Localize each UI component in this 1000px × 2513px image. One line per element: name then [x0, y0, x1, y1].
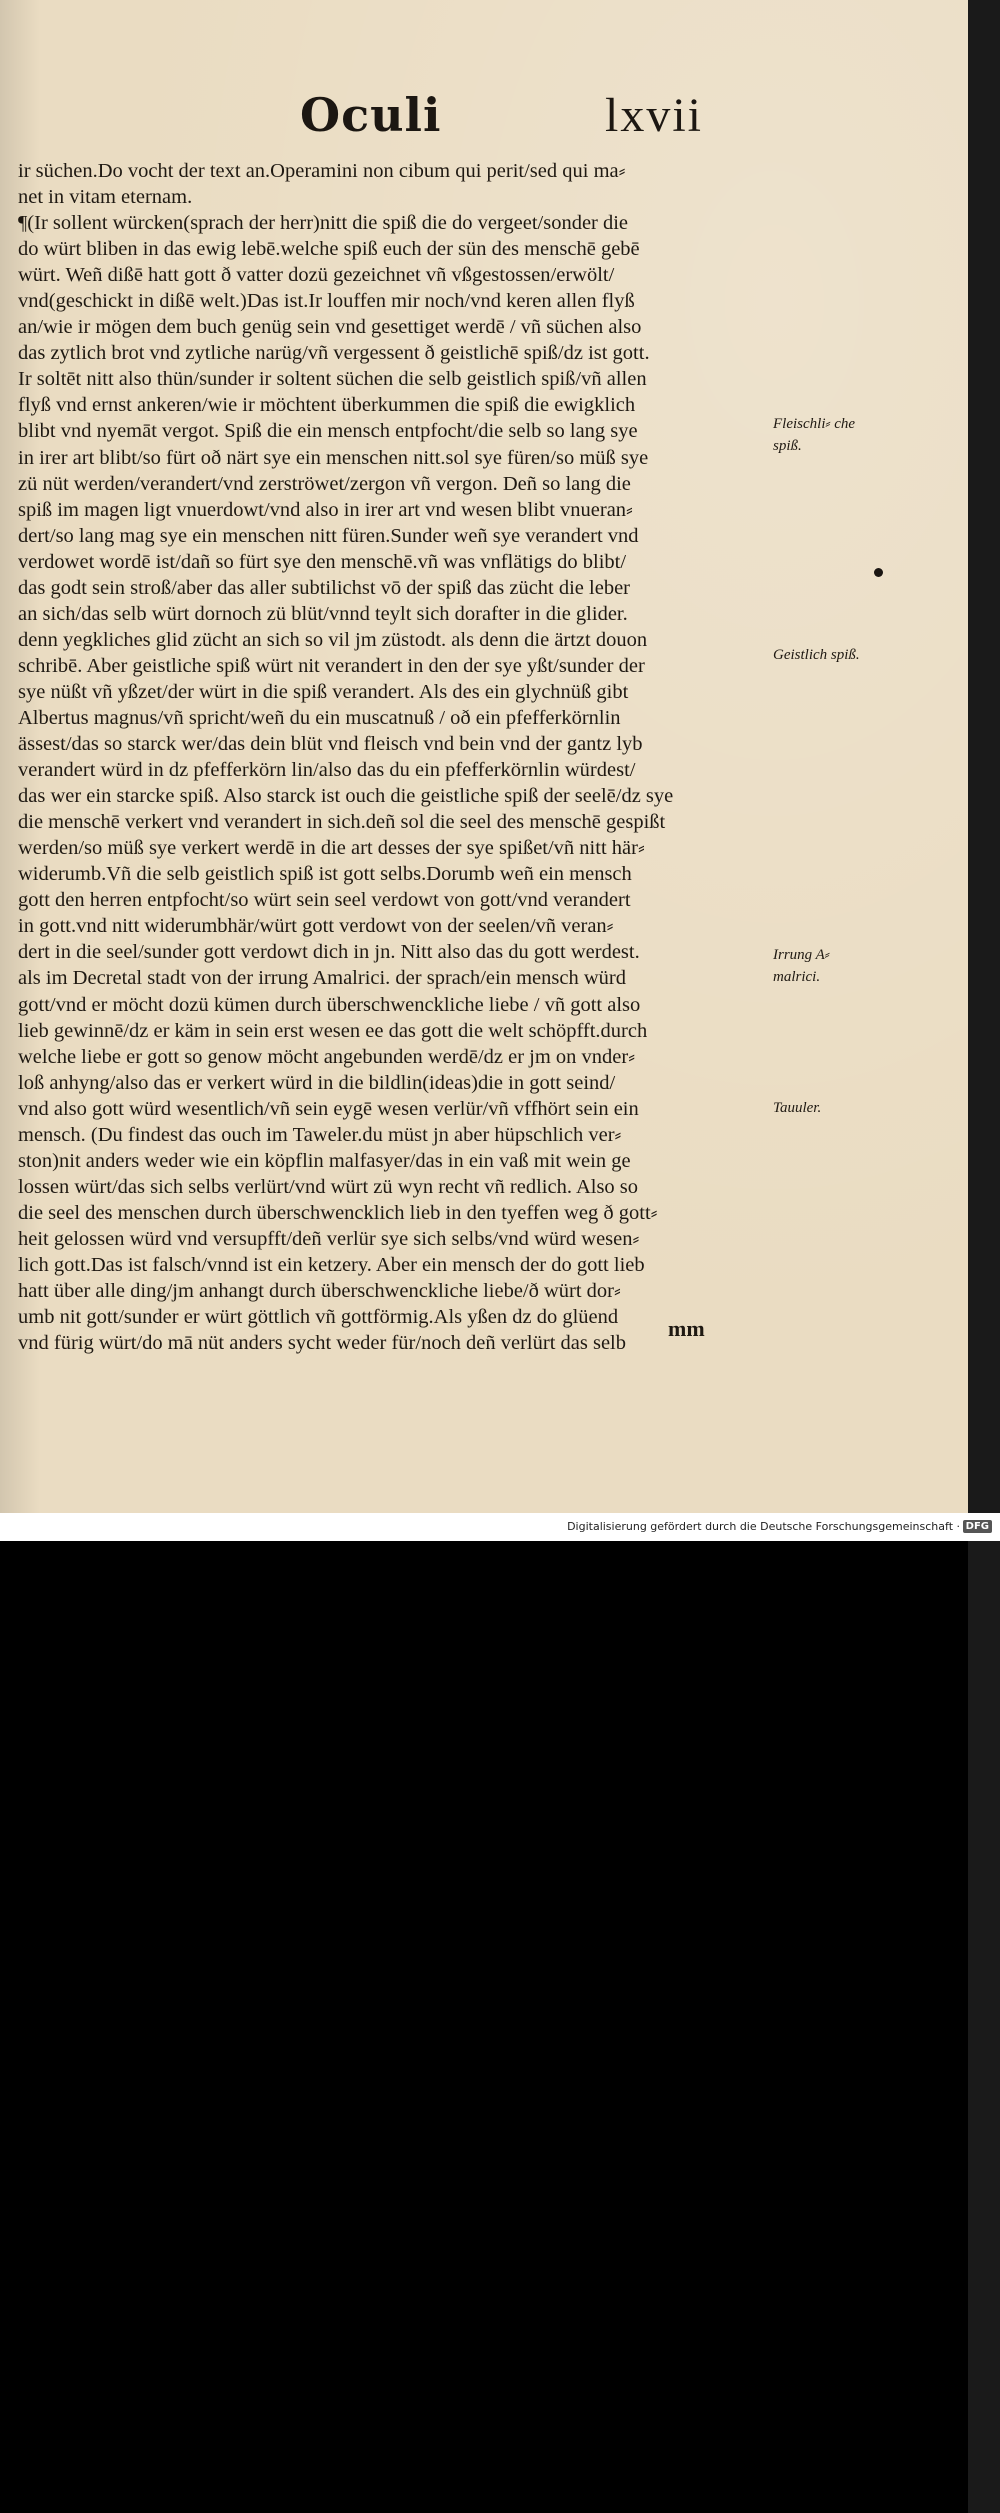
text-line: mensch. (Du findest das ouch im Taweler.du müst jn aber hüpschlich ver⸗ [18, 1123, 622, 1146]
text-line: gott den herren entpfocht/so würt sein seel verdowt von gott/vnd verandert [18, 889, 631, 912]
text-line: Ir soltēt nitt also thün/sunder ir soltent süchen die selb geistlich spiß/vñ allen [18, 368, 647, 391]
funding-credit: Digitalisierung gefördert durch die Deutsche Forschungsgemeinschaft · [567, 1520, 960, 1533]
catchword: mm [668, 1316, 705, 1341]
footer-bar [0, 1513, 1000, 1541]
margin-note-fleischliche-spiss: Fleischli⸗ che spiß. [773, 416, 856, 454]
text-line: blibt vnd nyemāt vergot. Spiß die ein mensch entpfocht/die selb so lang sye [18, 420, 638, 443]
folio-number: lxvii [605, 89, 704, 142]
text-line: die menschē verkert vnd verandert in sich.deñ sol die seel des menschē gespißt [18, 811, 666, 834]
text-line: werden/so müß sye verkert werdē in die art desses der sye spißet/vñ nitt här⸗ [18, 837, 645, 860]
text-line: sye nüßt vñ yßzet/der würt in die spiß verandert. Als des ein glychnüß gibt [18, 680, 629, 703]
text-line: das zytlich brot vnd zytliche narüg/vñ vergessent ð geistlichē spiß/dz ist gott. [18, 342, 650, 365]
text-line: vnd also gott würd wesentlich/vñ sein eygē wesen verlür/vñ vffhört sein ein [18, 1097, 639, 1120]
text-line: als im Decretal stadt von der irrung Amalrici. der sprach/ein mensch würd [18, 967, 626, 990]
text-line: lossen würt/das sich selbs verlürt/vnd würt zü wyn recht vñ redlich. Also so [18, 1175, 639, 1198]
text-line: würt. Weñ dißē hatt gott ð vatter dozü gezeichnet vñ vßgestossen/erwölt/ [18, 264, 615, 287]
text-line: ¶(Ir sollent würcken(sprach der herr)nitt die spiß die do vergeet/sonder die [18, 212, 629, 235]
ink-dot [874, 568, 883, 577]
text-line: ir süchen.Do vocht der text an.Operamini non cibum qui perit/sed qui ma⸗ [18, 160, 626, 182]
page-header [300, 88, 720, 148]
text-line: denn yegkliches glid zücht an sich so vil jm züstodt. als denn die ärtzt douon [18, 628, 648, 651]
text-line: loß anhyng/also das er verkert würd in die bildlin(ideas)die in gott seind/ [18, 1071, 616, 1094]
text-line: die seel des menschen durch überschwencklich lieb in den tyeffen weg ð gott⸗ [18, 1201, 658, 1224]
text-line: flyß vnd ernst ankeren/wie ir möchtent überkummen die spiß die ewigklich [18, 394, 636, 417]
text-line: verdowet wordē ist/dañ so fürt sye den menschē.vñ was vnflätigs do blibt/ [18, 550, 627, 573]
margin-note-tauuler: Tauuler. [773, 1100, 822, 1116]
body-text [18, 158, 763, 1356]
scan-tab-marker [968, 1000, 1000, 2513]
text-line: das godt sein stroß/aber das aller subtilichst vō der spiß das zücht die leber [18, 576, 630, 599]
text-line: das wer ein starcke spiß. Also starck ist ouch die geistliche spiß der seelē/dz sye [18, 785, 674, 808]
text-line: hatt über alle ding/jm anhangt durch überschwenckliche liebe/ð würt dor⸗ [18, 1280, 621, 1303]
text-line: Albertus magnus/vñ spricht/weñ du ein muscatnuß / oð ein pfefferkörnlin [18, 706, 621, 729]
text-line: spiß im magen ligt vnuerdowt/vnd also in irer art vnd wesen blibt vnueran⸗ [18, 498, 633, 521]
text-line: welche liebe er gott so genow möcht angebunden werdē/dz er jm on vnder⸗ [18, 1045, 636, 1068]
text-line: vnd(geschickt in dißē welt.)Das ist.Ir louffen mir noch/vnd keren allen flyß [18, 290, 635, 313]
text-line: dert/so lang mag sye ein menschen nitt füren.Sunder weñ sye verandert vnd [18, 524, 639, 547]
text-line: widerumb.Vñ die selb geistlich spiß ist gott selbs.Dorumb weñ ein mensch [18, 863, 632, 886]
text-line: verandert würd in dz pfefferkörn lin/also das du ein pfefferkörnlin würdest/ [18, 759, 636, 782]
text-line: gott/vnd er möcht dozü kümen durch überschwenckliche liebe / vñ gott also [18, 993, 641, 1016]
text-line: an sich/das selb würt dornoch zü blüt/vnnd teylt sich dorafter in die glider. [18, 602, 628, 625]
text-line: dert in die seel/sunder gott verdowt dich in jn. Nitt also das du gott werdest. [18, 941, 640, 964]
text-line: umb nit gott/sunder er würt göttlich vñ gottförmig.Als yßen dz do glüend [18, 1306, 619, 1329]
text-line: in gott.vnd nitt widerumbhär/würt gott verdowt von der seelen/vñ veran⸗ [18, 915, 614, 938]
text-line: an/wie ir mögen dem buch genüg sein vnd gesettiget werdē / vñ süchen also [18, 316, 642, 339]
text-line: ston)nit anders weder wie ein köpflin malfasyer/das in ein vaß mit wein ge [18, 1149, 631, 1172]
dfg-logo: DFG [963, 1520, 992, 1533]
text-line: net in vitam eternam. [18, 186, 193, 209]
text-line: in irer art blibt/so fürt oð närt sye ein menschen nitt.sol sye füren/so müß sye [18, 446, 649, 469]
text-line: lieb gewinnē/dz er käm in sein erst wesen ee das gott die welt schöpfft.durch [18, 1019, 648, 1042]
text-line: heit gelossen würd vnd versupfft/deñ verlür sye sich selbs/vnd würd wesen⸗ [18, 1227, 640, 1250]
text-line: schribē. Aber geistliche spiß würt nit verandert in den der sye yßt/sunder der [18, 654, 645, 677]
margin-note-irrung-amalrici: Irrung A⸗ malrici. [773, 947, 830, 985]
margin-note-geistlich-spiss: Geistlich spiß. [773, 647, 860, 663]
text-line: zü nüt werden/verandert/vnd zerströwet/zergon vñ vergon. Deñ so lang die [18, 472, 631, 495]
text-line: lich gott.Das ist falsch/vnnd ist ein ketzery. Aber ein mensch der do gott lieb [18, 1253, 645, 1276]
text-line: vnd fürig würt/do mā nüt anders sycht weder für/noch deñ verlürt das selb [18, 1332, 627, 1355]
text-line: do würt bliben in das ewig lebē.welche spiß euch der sün des menschē gebē [18, 238, 640, 261]
text-line: ässest/das so starck wer/das dein blüt vnd fleisch vnd bein vnd der gantz lyb [18, 733, 643, 756]
running-title: Oculi [300, 88, 442, 142]
